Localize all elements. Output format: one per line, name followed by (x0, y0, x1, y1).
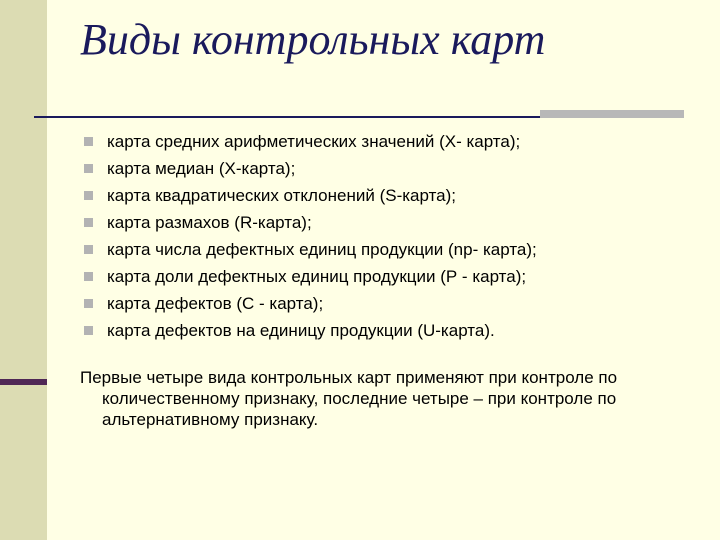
list-item-text: карта средних арифметических значений (Х- карта); (107, 131, 521, 151)
list-item-text: карта дефектов (С - карта); (107, 293, 324, 313)
list-item (84, 128, 537, 155)
list-item (84, 236, 537, 263)
square-bullet-icon (84, 326, 93, 335)
left-decorative-band (0, 0, 47, 540)
band-accent-stripe (0, 379, 47, 385)
square-bullet-icon (84, 218, 93, 227)
summary-note: Первые четыре вида контрольных карт применяют при контроле по количественному признаку, последние четыре – при контроле по альтернативному признаку. (80, 368, 618, 429)
list-item-text: карта медиан (Х-карта); (107, 158, 296, 178)
square-bullet-icon (84, 137, 93, 146)
list-item (84, 290, 537, 317)
underline-accent-block (540, 110, 684, 118)
bullet-list (84, 128, 537, 344)
square-bullet-icon (84, 299, 93, 308)
square-bullet-icon (84, 245, 93, 254)
slide-title: Виды контрольных карт (80, 15, 546, 64)
list-item-text: карта размахов (R-карта); (107, 212, 312, 232)
square-bullet-icon (84, 191, 93, 200)
list-item-text: карта числа дефектных единиц продукции (np- карта); (107, 239, 537, 259)
list-item (84, 209, 537, 236)
list-item-text: карта дефектов на единицу продукции (U-карта). (107, 320, 495, 340)
square-bullet-icon (84, 164, 93, 173)
list-item-text: карта доли дефектных единиц продукции (Р - карта); (107, 266, 527, 286)
square-bullet-icon (84, 272, 93, 281)
list-item (84, 182, 537, 209)
list-item-text: карта квадратических отклонений (S-карта); (107, 185, 457, 205)
list-item (84, 263, 537, 290)
list-item (84, 317, 537, 344)
list-item (84, 155, 537, 182)
